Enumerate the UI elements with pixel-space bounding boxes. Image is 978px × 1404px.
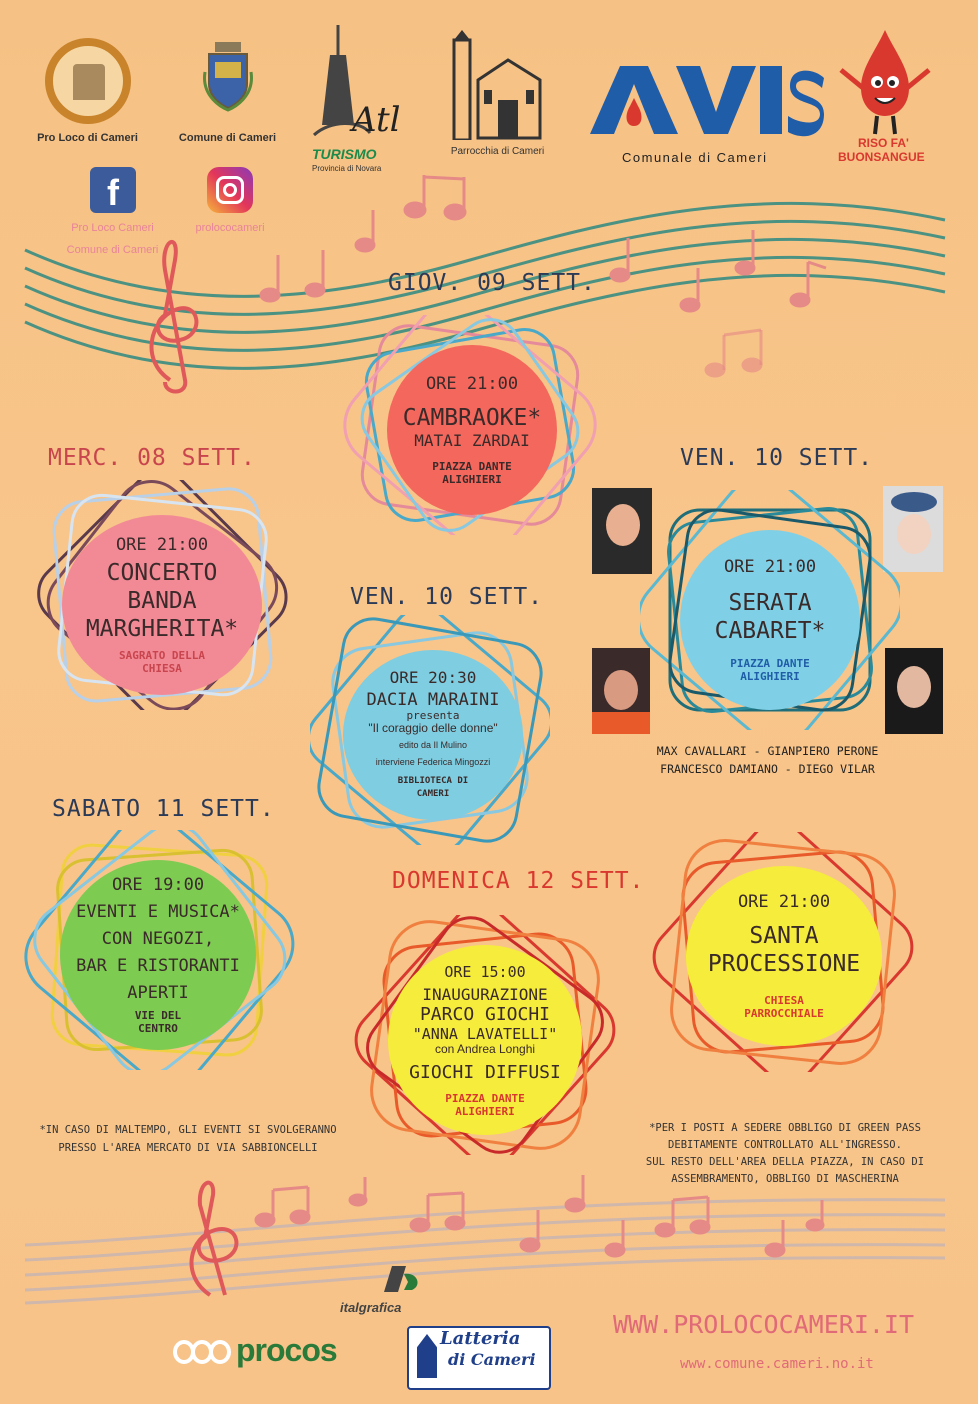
place1-sab: VIE DEL [134, 1009, 182, 1022]
facebook-icon[interactable]: f [90, 167, 136, 213]
instagram-icon[interactable] [207, 167, 253, 213]
event-circle-proc [686, 866, 882, 1046]
time-dom: ORE 15:00 [444, 963, 526, 981]
pro-loco-logo [45, 38, 131, 124]
place2-sab: CENTRO [138, 1022, 178, 1035]
title3-dom: "ANNA LAVATELLI" [412, 1025, 558, 1043]
time-proc: ORE 21:00 [737, 892, 831, 912]
greenpass-note-line3: SUL RESTO DELL'AREA DELLA PIAZZA, IN CASO DI [645, 1156, 925, 1168]
title2-sab: CON NEGOZI, [101, 929, 215, 949]
book-ven-book: "Il coraggio delle donne" [368, 721, 498, 735]
day-ven-book: VEN. 10 SETT. [350, 584, 544, 610]
title4-dom: GIOCHI DIFFUSI [409, 1062, 561, 1083]
title-ven-book: DACIA MARAINI [366, 690, 500, 710]
comune-crest [203, 42, 253, 112]
subtitle-giov: MATAI ZARDAI [414, 431, 530, 450]
event-circle-ven-cabaret [680, 530, 860, 710]
avis-logo [590, 62, 825, 142]
atl-brand: Atl [352, 100, 401, 140]
comune-url[interactable]: www.comune.cameri.no.it [680, 1356, 874, 1372]
place1-merc: SAGRATO DELLA [118, 649, 206, 662]
title2-proc: PROCESSIONE [707, 951, 861, 977]
circles-logo [172, 1340, 232, 1366]
day-giov: GIOV. 09 SETT. [388, 270, 596, 296]
guest-dom: con Andrea Longhi [434, 1042, 536, 1056]
event-circle-ven-book [343, 650, 523, 820]
time-sab: ORE 19:00 [111, 875, 205, 895]
latteria-line1: Latteria [440, 1328, 521, 1349]
place2-giov: ALIGHIERI [442, 473, 502, 486]
place1-giov: PIAZZA DANTE [432, 460, 512, 473]
guest-ven-book: interviene Federica Mingozzi [375, 757, 491, 767]
weather-note-line2: PRESSO L'AREA MERCATO DI VIA SABBIONCELLI [58, 1142, 318, 1154]
pro-loco-label: Pro Loco di Cameri [37, 132, 138, 144]
day-sab: SABATO 11 SETT. [52, 796, 275, 822]
place1-dom: PIAZZA DANTE [445, 1092, 525, 1105]
italgrafica-logo [374, 1266, 424, 1300]
place2-dom: ALIGHIERI [455, 1105, 515, 1118]
blood-drop-mascot [835, 30, 935, 140]
place1-proc: CHIESA [764, 994, 804, 1007]
event-circle-merc [62, 515, 262, 695]
event-circle-sab [60, 860, 256, 1050]
greenpass-note-line1: *PER I POSTI A SEDERE OBBLIGO DI GREEN PASS [649, 1122, 921, 1134]
avis-subtitle: Comunale di Cameri [622, 150, 768, 165]
event-circle-dom [388, 945, 582, 1135]
day-ven-cabaret: VEN. 10 SETT. [680, 445, 874, 471]
title2-ven-cabaret: CABARET* [714, 618, 826, 644]
artists-line1: MAX CAVALLARI - GIANPIERO PERONE [656, 744, 879, 758]
event-circle-giov [387, 345, 557, 515]
procos-logo: procos [236, 1332, 337, 1368]
greenpass-note-line2: DEBITAMENTE CONTROLLATO ALL'INGRESSO. [668, 1139, 902, 1151]
time-ven-cabaret: ORE 21:00 [723, 557, 817, 577]
facebook-line2: Comune di Cameri [66, 244, 159, 256]
artists-line2: FRANCESCO DAMIANO - DIEGO VILAR [660, 762, 875, 776]
title2-dom: PARCO GIOCHI [419, 1004, 551, 1025]
title1-proc: SANTA [749, 923, 819, 949]
place2-ven-cabaret: ALIGHIERI [740, 670, 800, 683]
time-giov: ORE 21:00 [425, 374, 519, 394]
title3-sab: BAR E RISTORANTI [76, 956, 240, 976]
facebook-line1: Pro Loco Cameri [71, 222, 154, 234]
weather-note-line1: *IN CASO DI MALTEMPO, GLI EVENTI SI SVOLGERANNO [39, 1124, 337, 1136]
title2-merc: BANDA [127, 588, 197, 614]
time-merc: ORE 21:00 [115, 535, 209, 555]
day-merc: MERC. 08 SETT. [48, 445, 256, 471]
comune-label: Comune di Cameri [178, 132, 277, 144]
place1-ven-cabaret: PIAZZA DANTE [730, 657, 810, 670]
place2-proc: PARROCCHIALE [744, 1007, 824, 1020]
parrocchia-label: Parrocchia di Cameri [450, 146, 545, 157]
day-dom: DOMENICA 12 SETT. [392, 868, 645, 894]
riso-line1: RISO FA' [858, 136, 909, 150]
editor-ven-book: edito da Il Mulino [398, 740, 468, 750]
atl-turismo: TURISMO [312, 146, 377, 162]
time-ven-book: ORE 20:30 [389, 668, 477, 687]
riso-line2: BUONSANGUE [838, 150, 925, 164]
music-staff-bottom [0, 1175, 978, 1305]
prolococameri-url[interactable]: WWW.PROLOCOCAMERI.IT [613, 1310, 915, 1339]
greenpass-note-line4: ASSEMBRAMENTO, OBBLIGO DI MASCHERINA [671, 1173, 899, 1185]
place1-ven-book: BIBLIOTECA DI [397, 776, 469, 786]
title1-merc: CONCERTO [106, 560, 218, 586]
parrocchia-church [448, 30, 548, 140]
instagram-handle: prolococameri [195, 222, 265, 234]
title4-sab: APERTI [127, 983, 189, 1003]
title1-dom: INAUGURAZIONE [422, 985, 548, 1004]
place2-merc: CHIESA [142, 662, 182, 675]
place2-ven-book: CAMERI [416, 789, 450, 799]
atl-province: Provincia di Novara [312, 164, 382, 173]
title1-sab: EVENTI E MUSICA* [76, 902, 240, 922]
title-giov: CAMBRAOKE* [402, 405, 542, 431]
presenta-ven-book: presenta [406, 709, 460, 722]
title3-merc: MARGHERITA* [85, 616, 239, 642]
title1-ven-cabaret: SERATA [728, 590, 812, 616]
latteria-line2: di Cameri [448, 1350, 536, 1369]
italgrafica-label: italgrafica [340, 1300, 402, 1315]
